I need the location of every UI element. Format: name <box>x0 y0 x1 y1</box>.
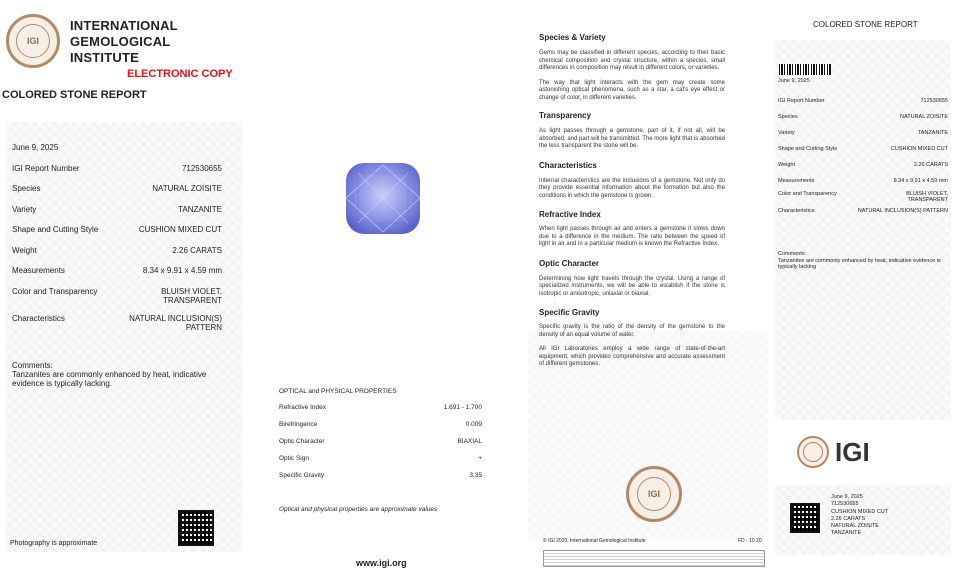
mini-date: June 9, 2025 <box>778 78 810 84</box>
institute-line-3: INSTITUTE <box>70 50 139 65</box>
row-weight <box>12 246 222 255</box>
institute-line-1: INTERNATIONAL <box>70 18 178 33</box>
sg-paragraph-2: All IGI Laboratories employ a wide range of state-of-the-art equipment, which provides comprehensive and accurate assessment of different gemstones. <box>539 346 725 367</box>
seal-text: IGI <box>26 36 39 46</box>
mini-row-characteristics <box>778 208 948 214</box>
info-seal-logo <box>626 466 682 522</box>
row-color <box>12 287 222 305</box>
mini-report-title: COLORED STONE REPORT <box>813 20 918 29</box>
sg-paragraph-1: Specific gravity is the ratio of the density of the gemstone to the density of an equal volume of water. <box>539 324 725 338</box>
mini-row-color <box>778 191 948 203</box>
mini-card-variety: TANZANITE <box>831 530 862 537</box>
species-title: Species & Variety <box>539 33 606 42</box>
value-shape: CUSHION MIXED CUT <box>138 225 222 234</box>
ri-title: Refractive Index <box>539 210 601 219</box>
mini-row-label: Weight <box>778 162 796 168</box>
electronic-copy-label: ELECTRONIC COPY <box>127 68 233 80</box>
disclaimer-strip <box>543 550 765 567</box>
row-species <box>12 184 222 193</box>
mini-label-color: Color and Transparency <box>778 191 837 197</box>
photo-note: Photography is approximate <box>10 540 98 547</box>
website-link[interactable]: www.igi.org <box>356 558 407 568</box>
mini-row <box>778 130 948 136</box>
optical-row-value: 0.009 <box>465 421 482 428</box>
institute-name <box>70 18 178 66</box>
optical-row-value: 1.691 - 1.700 <box>443 404 482 411</box>
optical-row <box>279 404 482 411</box>
value-weight: 2.26 CARATS <box>172 246 222 255</box>
optical-row-label: Optic Character <box>279 438 325 445</box>
optic-title: Optic Character <box>539 258 600 268</box>
label-color: Color and Transparency <box>12 287 98 296</box>
mini-value-characteristics: NATURAL INCLUSION(S) PATTERN <box>857 208 948 214</box>
mini-row <box>778 146 948 152</box>
optical-row-value: 3.35 <box>469 472 482 479</box>
comments-text: Tanzanites are commonly enhanced by heat, indicative evidence is typically lacking. <box>12 370 207 388</box>
institute-line-2: GEMOLOGICAL <box>70 34 171 49</box>
mini-row-label: Measurements <box>778 178 815 184</box>
mini-comments <box>778 251 948 271</box>
value-species: NATURAL ZOISITE <box>152 184 222 193</box>
comments-label: Comments: <box>12 361 53 370</box>
igi-seal-logo <box>6 14 60 68</box>
label-characteristics: Characteristics <box>12 314 65 323</box>
value-color-line-2: TRANSPARENT <box>163 296 222 305</box>
mini-card-date: June 9, 2025 <box>831 494 863 500</box>
gem-body <box>346 163 420 234</box>
mini-value-color-line-1: BLUISH VIOLET, <box>906 191 948 197</box>
transparency-paragraph: As light passes through a gemstone, part of it, if not all, will be absorbed, and part will be transmitted. The more light that is absorbed the less transparent the stone will be. <box>539 128 725 149</box>
mini-row-value: 2.26 CARATS <box>913 162 948 168</box>
row-measurements <box>12 266 222 275</box>
mini-row <box>778 178 948 184</box>
characteristics-paragraph: Internal characteristics are the inclusions of a gemstone. Not only do they provide essential information about the formation but also the conditions in which the gemstone is grown. <box>539 177 725 199</box>
optical-row <box>279 472 482 479</box>
mini-comments-label: Comments: <box>778 251 807 257</box>
label-measurements: Measurements <box>12 266 65 275</box>
species-paragraph-2: The way that light interacts with the gem may create some astonishing optical phenomena, such as a star, a cat's eye effect or change of color, in different varieties. <box>539 79 725 101</box>
mini-card-shape: CUSHION MIXED CUT <box>831 508 889 515</box>
optical-note: Optical and physical properties are approximate values <box>279 506 438 513</box>
mini-card-species: NATURAL ZOISITE <box>831 523 879 530</box>
mini-comments-text: Tanzanites are commonly enhanced by heat, indicative evidence is typically lacking <box>778 257 941 270</box>
mini-row-value: NATURAL ZOISITE <box>900 114 948 120</box>
mini-row-value: CUSHION MIXED CUT <box>890 146 948 152</box>
optical-title: OPTICAL and PHYSICAL PROPERTIES <box>279 388 397 395</box>
mini-row-label: IGI Report Number <box>778 98 825 104</box>
sg-title: Specific Gravity <box>539 308 600 317</box>
row-report-number <box>12 164 222 173</box>
mini-row-label: Species <box>778 114 798 120</box>
mini-row-value: 8.34 x 9.91 x 4.59 mm <box>893 178 948 184</box>
label-variety: Variety <box>12 205 37 214</box>
igi-logo-seal <box>797 436 829 468</box>
optical-row-value: BIAXIAL <box>457 438 482 445</box>
info-column <box>539 33 725 369</box>
optic-paragraph: Determining how light travels through the crystal. Using a range of specialized instruments, we will be able to establish if the stone is isotropic or anisotropic, uniaxial or biaxial. <box>539 275 725 297</box>
mini-row-value: TANZANITE <box>917 130 948 136</box>
mini-row <box>778 162 948 168</box>
value-variety: TANZANITE <box>178 205 222 214</box>
optical-row <box>279 421 482 428</box>
mini-row <box>778 114 948 120</box>
info-seal-inner <box>637 477 671 511</box>
row-variety <box>12 205 222 214</box>
mini-row-value: 712530655 <box>920 98 948 104</box>
label-weight: Weight <box>12 246 37 255</box>
label-report-number: IGI Report Number <box>12 164 80 173</box>
mini-barcode <box>779 64 831 75</box>
seal-inner <box>16 24 50 58</box>
igi-logo-text: IGI <box>835 436 870 467</box>
comments-block <box>12 361 224 388</box>
optical-row-label: Optic Sign <box>279 455 309 462</box>
igi-logo-seal-inner <box>803 442 823 462</box>
ri-paragraph: When light passes through air and enters a gemstone it slows down due to a difference in the medium. The ratio between the speed of light in air and in a particular medium is known the Refractive Index. <box>539 226 725 247</box>
value-color <box>161 287 222 305</box>
mini-row <box>778 98 948 104</box>
mini-report-panel <box>775 40 951 420</box>
gemstone-photo <box>344 161 422 236</box>
optical-row-label: Specific Gravity <box>279 472 325 479</box>
species-paragraph-1: Gems may be classified in different species, according to their basic chemical composition and crystal structure, within a species, small differences in composition may result in different colors, or varieties. <box>539 50 725 71</box>
report-date: June 9, 2025 <box>12 143 59 152</box>
optical-row-label: Refractive Index <box>279 404 326 411</box>
label-shape: Shape and Cutting Style <box>12 225 99 234</box>
value-color-line-1: BLUISH VIOLET, <box>161 287 222 296</box>
optical-row <box>279 455 482 462</box>
qr-code <box>178 510 214 546</box>
characteristics-title: Characteristics <box>539 160 597 170</box>
mini-row-label: Shape and Cutting Style <box>778 146 838 152</box>
mini-card-text <box>831 494 888 538</box>
info-seal-text: IGI <box>647 489 660 499</box>
label-species: Species <box>12 184 41 193</box>
transparency-title: Transparency <box>539 111 592 120</box>
mini-value-color <box>906 191 948 203</box>
row-characteristics <box>12 314 222 332</box>
optical-row-label: Birefringence <box>279 421 318 428</box>
mini-qr-code <box>790 503 820 533</box>
value-characteristics-line-1: NATURAL INCLUSION(S) <box>129 314 222 323</box>
value-characteristics <box>129 314 222 332</box>
value-report-number: 712530655 <box>181 164 222 173</box>
value-measurements: 8.34 x 9.91 x 4.59 mm <box>142 266 222 275</box>
copyright: © IGI 2020, International Gemological Institute <box>543 538 646 544</box>
optical-row <box>279 438 482 445</box>
form-code: FD - 10 20 <box>738 538 762 544</box>
value-characteristics-line-2: PATTERN <box>185 323 222 332</box>
mini-value-color-line-2: TRANSPARENT <box>907 197 948 203</box>
mini-label-characteristics: Characteristics <box>778 208 815 214</box>
mini-card-weight: 2.26 CARATS <box>831 515 866 522</box>
igi-logo <box>797 436 870 468</box>
mini-card-number: 712530655 <box>831 501 859 508</box>
mini-row-label: Variety <box>778 130 795 136</box>
row-shape <box>12 225 222 234</box>
report-title: COLORED STONE REPORT <box>2 89 147 101</box>
optical-row-value: + <box>478 455 482 462</box>
